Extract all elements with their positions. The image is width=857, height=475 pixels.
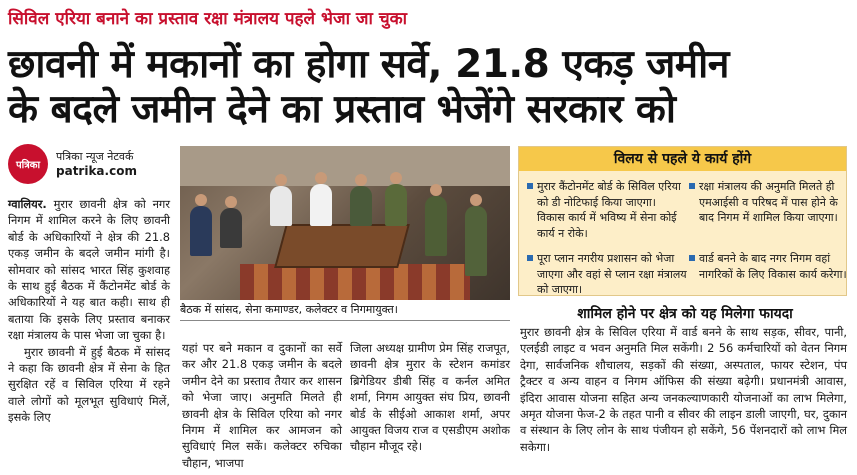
main-headline	[8, 42, 853, 132]
sidebar-item-text: वार्ड बनने के बाद नगर निगम वहां नागरिकों के लिए विकास कार्य करेगा।	[699, 252, 847, 281]
photo-person-head	[315, 172, 327, 184]
headline-line-1: छावनी में मकानों का होगा सर्वे, 21.8 एकड़ जमीन	[8, 42, 729, 87]
site-url: patrika.com	[56, 164, 137, 178]
article-column-1	[8, 196, 170, 426]
article-paragraph-1: मुरार छावनी क्षेत्र को नगर निगम में शामिल करने के लिए छावनी बोर्ड के अधिकारियों ने क्षेत्र की 21.8 एकड़ जमीन के बदले जमीन मांगी है। सोमवार को सांसद भारत सिंह कुशवाह के साथ हुई बैठक में कैंटोनमेंट बोर्ड के अधिकारियों ने यह बात कही। साथ ही बताया कि इसके लिए प्रस्ताव बनाकर रक्षा मंत्रालय के पास भेजा जा चुका है।	[8, 197, 171, 343]
sidebar-item-text: पूरा प्लान नगरीय प्रशासन को भेजा जाएगा और वहां से प्लान रक्षा मंत्रालय को जाएगा।	[537, 252, 687, 296]
sidebar-item	[527, 179, 687, 241]
dateline-place: ग्वालियर.	[8, 197, 47, 211]
byline	[8, 144, 137, 184]
photo-person	[270, 186, 292, 226]
sidebar-item	[689, 251, 849, 282]
sidebar-box	[518, 146, 847, 296]
photo-person-head	[195, 194, 207, 206]
patrika-logo: पत्रिका	[8, 144, 48, 184]
photo-person	[350, 186, 372, 226]
photo-carpet	[240, 264, 470, 300]
photo-person-head	[275, 174, 287, 186]
news-network: पत्रिका न्यूज नेटवर्क	[56, 150, 134, 163]
bullet-icon	[527, 255, 533, 261]
benefits-paragraph: मुरार छावनी क्षेत्र के सिविल एरिया में वार्ड बनने के साथ सड़क, सीवर, पानी, एलईडी लाइट व भवन अनुमति मिल सकेंगी। 2 56 कर्मचारियों को वेतन निगम देगा, सार्वजनिक शौचालय, सड़कों की संख्या, अस्पताल, फायर स्टेशन, पंप ट्रैक्टर व अन्य वाहन व निगम ऑफिस की संख्या बढ़ेगी। प्रधानमंत्री आवास, इंदिरा आवास योजना सहित अन्य जनकल्याणकारी योजनाओं का लाभ मिलेगा, अमृत योजना फेज-2 के तहत पानी व सीवर की लाइन डाली जाएगी, घर, दुकान व संस्थान के लिए लोन के साथ पंजीयन हो सकेंगे, 56 पेंशनदारों को लाभ मिल सकेगा।	[520, 325, 847, 454]
sidebar-title: विलय से पहले ये कार्य होंगे	[519, 147, 846, 171]
photo-wall	[180, 146, 510, 186]
meeting-photo	[180, 146, 510, 300]
bullet-icon	[689, 255, 695, 261]
article-column-2: यहां पर बने मकान व दुकानों का सर्वे कर और 21.8 एकड़ जमीन के बदले जमीन देने का प्रस्ताव तैयार कर शासन को भेजा जाए। अनुमति मिलते ही छावनी क्षेत्र के सिविल एरिया को नगर निगम में शामिल कर आमजन को सुविधाएं मिल सकें। कलेक्टर रुचिका चौहान, भाजपा	[182, 341, 342, 470]
photo-table	[274, 224, 410, 268]
sidebar-item	[527, 251, 687, 298]
article-paragraph-2: मुरार छावनी में हुई बैठक में सांसद ने कहा कि छावनी क्षेत्र में सेना के हित सुरक्षित रहें व सिविल एरिया में रहने वाले लोगों को मूलभूत सुविधाएं मिलें, इसके लिए	[8, 344, 170, 425]
sidebar-item-text: मुरार कैंटोनमेंट बोर्ड के सिविल एरिया को डी नोटिफाई किया जाएगा। विकास कार्य में भविष्य में सेना कोई कार्य न रोके।	[537, 180, 681, 240]
bullet-icon	[689, 183, 695, 189]
photo-caption: बैठक में सांसद, सेना कमाण्डर, कलेक्टर व निगमायुक्त।	[180, 302, 510, 321]
benefits-subheading: शामिल होने पर क्षेत्र को यह मिलेगा फायदा	[577, 306, 793, 322]
photo-person	[465, 206, 487, 276]
photo-person-head	[470, 194, 482, 206]
kicker-headline: सिविल एरिया बनाने का प्रस्ताव रक्षा मंत्रालय पहले भेजा जा चुका	[8, 9, 408, 29]
photo-person	[385, 184, 407, 226]
photo-person	[190, 206, 212, 256]
sidebar-item	[689, 179, 849, 226]
photo-person-head	[430, 184, 442, 196]
article-column-3: जिला अध्यक्ष ग्रामीण प्रेम सिंह राजपूत, छावनी क्षेत्र मुरार के स्टेशन कमांडर ब्रिगेडियर डीबी सिंह व कर्नल अमित शर्मा, निगम आयुक्त संघ प्रिय, छावनी बोर्ड के सीईओ आकाश शर्मा, अपर आयुक्त विजय राज व एसडीएम अशोक चौहान मौजूद रहे।	[350, 341, 510, 454]
photo-person	[310, 184, 332, 226]
photo-person	[425, 196, 447, 256]
headline-line-2: के बदले जमीन देने का प्रस्ताव भेजेंगे सरकार को	[8, 87, 676, 132]
byline-text	[56, 149, 137, 179]
photo-person-head	[390, 172, 402, 184]
bullet-icon	[527, 183, 533, 189]
photo-person-head	[225, 196, 237, 208]
photo-person-head	[355, 174, 367, 186]
sidebar-item-text: रक्षा मंत्रालय की अनुमति मिलते ही एमआईसी व परिषद में पास होने के बाद निगम में शामिल किया जाएगा।	[699, 180, 838, 224]
photo-person	[220, 208, 242, 248]
